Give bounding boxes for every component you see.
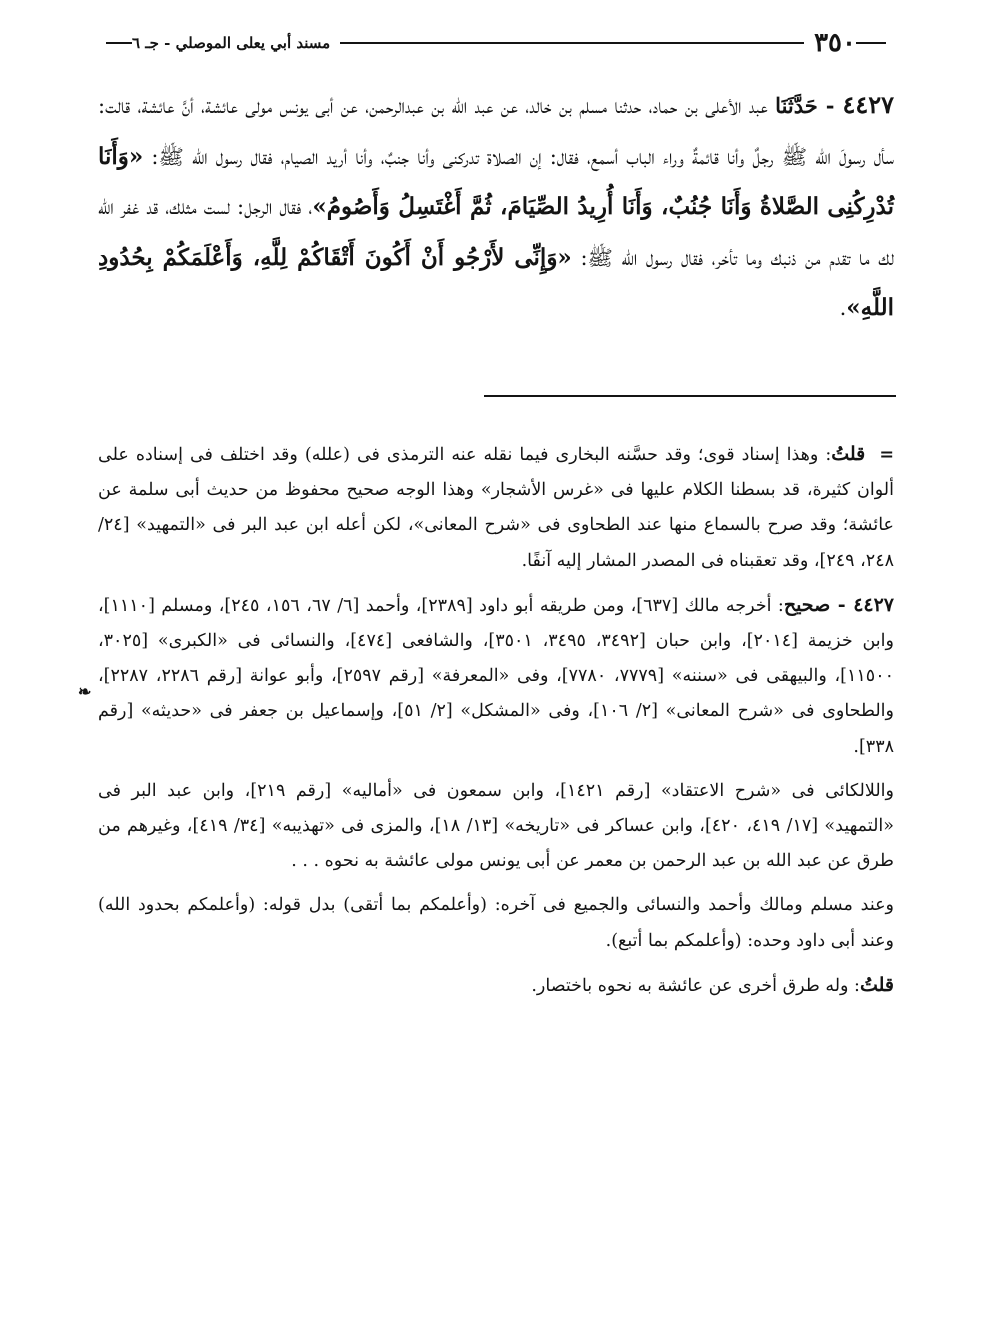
prophet-quote-1: «وَأَنَا تُدْرِكُنِى الصَّلاةُ وَأَنَا جُنُبٌ، وَأَنَا أُرِيدُ الصِّيَامَ، ثُمَّ أَغْتَسِلُ وَأَصُومُ» — [98, 142, 894, 220]
header-rule-left — [106, 42, 132, 44]
hadith-body: ٤٤٢٧ - حَدَّثَنَا عبد الأعلى بن حماد، حدثنا مسلم بن خالد، عن عبد الله بن عبدالرحمن، عن أبى يونس مولى عائشة، أنَّ عائشة، قالت: سأل رسولَ الله ﷺ رجلٌ وأنا قائمةٌ وراء الباب أسمع، فقال: إن الصلاة تدركنى وأنا جنبٌ، وأنا أريد الصيام، فقال رسول الله ﷺ: «وَأَنَا تُدْرِكُنِى الصَّلاةُ وَأَنَا جُنُبٌ، وَأَنَا أُرِيدُ الصِّيَامَ، ثُمَّ أَغْتَسِلُ وَأَصُومُ»، فقال الرجل: لست مثلك، قد غفر الله لك ما تقدم من ذنبك وما تأخر، فقال رسول الله ﷺ: «وَإِنِّى لأَرْجُو أَنْ أَكُونَ أَتْقَاكُمْ لِلَّهِ، وَأَعْلَمَكُمْ بِحُدُودِ اللَّهِ». — [98, 90, 894, 321]
footnote-4 — [98, 888, 894, 958]
hadith-text-1: عبد الأعلى بن حماد، حدثنا مسلم بن خالد، عن عبد الله بن عبدالرحمن، عن أبى يونس مولى عائشة، أنَّ عائشة، قالت: سأل رسولَ الله ﷺ رجلٌ وأنا قائمةٌ وراء الباب أسمع، فقال: إن الصلاة تدركنى وأنا جنبٌ، وأنا أريد الصيام، فقال رسول الله ﷺ: — [98, 94, 894, 169]
hadith-end: . — [839, 296, 847, 320]
continuation-mark: = — [879, 445, 894, 465]
hadith-intro: حَدَّثَنَا — [775, 93, 818, 118]
note-label-2: قلتُ — [859, 973, 894, 996]
book-title: مسند أبي يعلى الموصلي - جـ ٦ — [132, 34, 331, 52]
note-label: قلتُ — [831, 443, 866, 465]
footnote-5 — [98, 968, 894, 1004]
footnote-1 — [98, 437, 894, 579]
footnote-1-text: : وهذا إسناد قوى؛ وقد حسَّنه البخارى فيما نقله عنه الترمذى فى (علله) وقد اختلف فى إسناده على ألوان كثيرة، قد بسطنا الكلام عليها فى «غرس الأشجار» وهذا الوجه صحيح محفوظ من حديث أبى سلمة عن عائشة؛ وقد صرح بالسماع منها عند الطحاوى فى «شرح المعانى»، لكن أعله ابن عبد البر فى «التمهيد» [٢٤/ ٢٤٨، ٢٤٩]، وقد تعقبناه فى المصدر المشار إليه آنفًا. — [98, 445, 894, 571]
hadith-text-2: ، فقال الرجل: لست مثلك، قد غفر الله لك ما تقدم من ذنبك وما تأخر، فقال رسول الله ﷺ: — [98, 195, 894, 270]
grading-label: صحيح — [783, 593, 831, 616]
footnote-2-text: : أخرجه مالك [٦٣٧]، ومن طريقه أبو داود [٢٣٨٩]، وأحمد [٦/ ٦٧، ١٥٦، ٢٤٥]، ومسلم [١١١٠]، وابن خزيمة [٢٠١٤]، وابن حبان [٣٤٩٢، ٣٤٩٥، ٣٥٠١]، والشافعى [٤٧٤]، والنسائى فى «الكبرى» [٣٠٢٥، ١١٥٠٠]، والبيهقى فى «سننه» [٧٧٧٩، ٧٧٨٠]، وفى «المعرفة» [رقم ٢٥٩٧]، وأبو عوانة [رقم ٢٢٨٦، ٢٢٨٧]، والطحاوى فى «شرح المعانى» [٢/ ١٠٦]، وفى «المشكل» [٢/ ٥١]، وإسماعيل بن جعفر فى «حديثه» [رقم ٣٣٨]. — [98, 595, 894, 757]
footnote-5-text: : وله طرق أخرى عن عائشة به نحوه باختصار. — [531, 975, 860, 996]
header-rule — [340, 42, 804, 44]
page-number: ٣٥٠ — [814, 28, 856, 58]
footnote-3 — [98, 774, 894, 880]
footnote-2: ٤٤٢٧ - صحيح: أخرجه مالك [٦٣٧]، ومن طريقه أبو داود [٢٣٨٩]، وأحمد [٦/ ٦٧، ١٥٦، ٢٤٥]، ومسلم [١١١٠]، وابن خزيمة [٢٠١٤]، وابن حبان [٣٤٩٢، ٣٤٩٥، ٣٥٠١]، والشافعى [٤٧٤]، والنسائى فى «الكبرى» [٣٠٢٥، ١١٥٠٠]، والبيهقى فى «سننه» [٧٧٧٩، ٧٧٨٠]، وفى «المعرفة» [رقم ٢٥٩٧]، وأبو عوانة [رقم ٢٢٨٦، ٢٢٨٧]، والطحاوى فى «شرح المعانى» [٢/ ١٠٦]، وفى «المشكل» [٢/ ٥١]، وإسماعيل بن جعفر فى «حديثه» [رقم ٣٣٨]. — [98, 593, 895, 757]
page-header — [96, 28, 896, 58]
prophet-quote-2: «وَإِنِّى لأَرْجُو أَنْ أَكُونَ أَتْقَاكُمْ لِلَّهِ، وَأَعْلَمَكُمْ بِحُدُودِ اللَّهِ» — [98, 243, 894, 321]
margin-marker: ❧ — [78, 682, 92, 701]
footnote-divider — [484, 395, 896, 397]
footnote-4-text: وعند مسلم ومالك وأحمد والنسائى والجميع فى آخره: (وأعلمكم بما أتقى) بدل قوله: (وأعلمكم بحدود الله) وعند أبى داود وحده: (وأعلمكم بما أتبع). — [98, 895, 894, 951]
footnote-2-number: ٤٤٢٧ — [853, 593, 895, 616]
footnotes — [98, 437, 894, 1013]
footnote-3-text: واللالكائى فى «شرح الاعتقاد» [رقم ١٤٢١]، وابن سمعون فى «أماليه» [رقم ٢١٩]، وابن عبد البر فى «التمهيد» [١٧/ ٤١٩، ٤٢٠]، وابن عساكر فى «تاريخه» [١٣/ ١٨]، والمزى فى «تهذيبه» [٣٤/ ٤١٩]، وغيرهم من طرق عن عبد الله بن عبد الرحمن بن معمر عن أبى يونس مولى عائشة به نحوه . . . — [98, 780, 894, 872]
header-rule-right — [856, 42, 886, 44]
hadith-number: ٤٤٢٧ — [842, 90, 894, 119]
